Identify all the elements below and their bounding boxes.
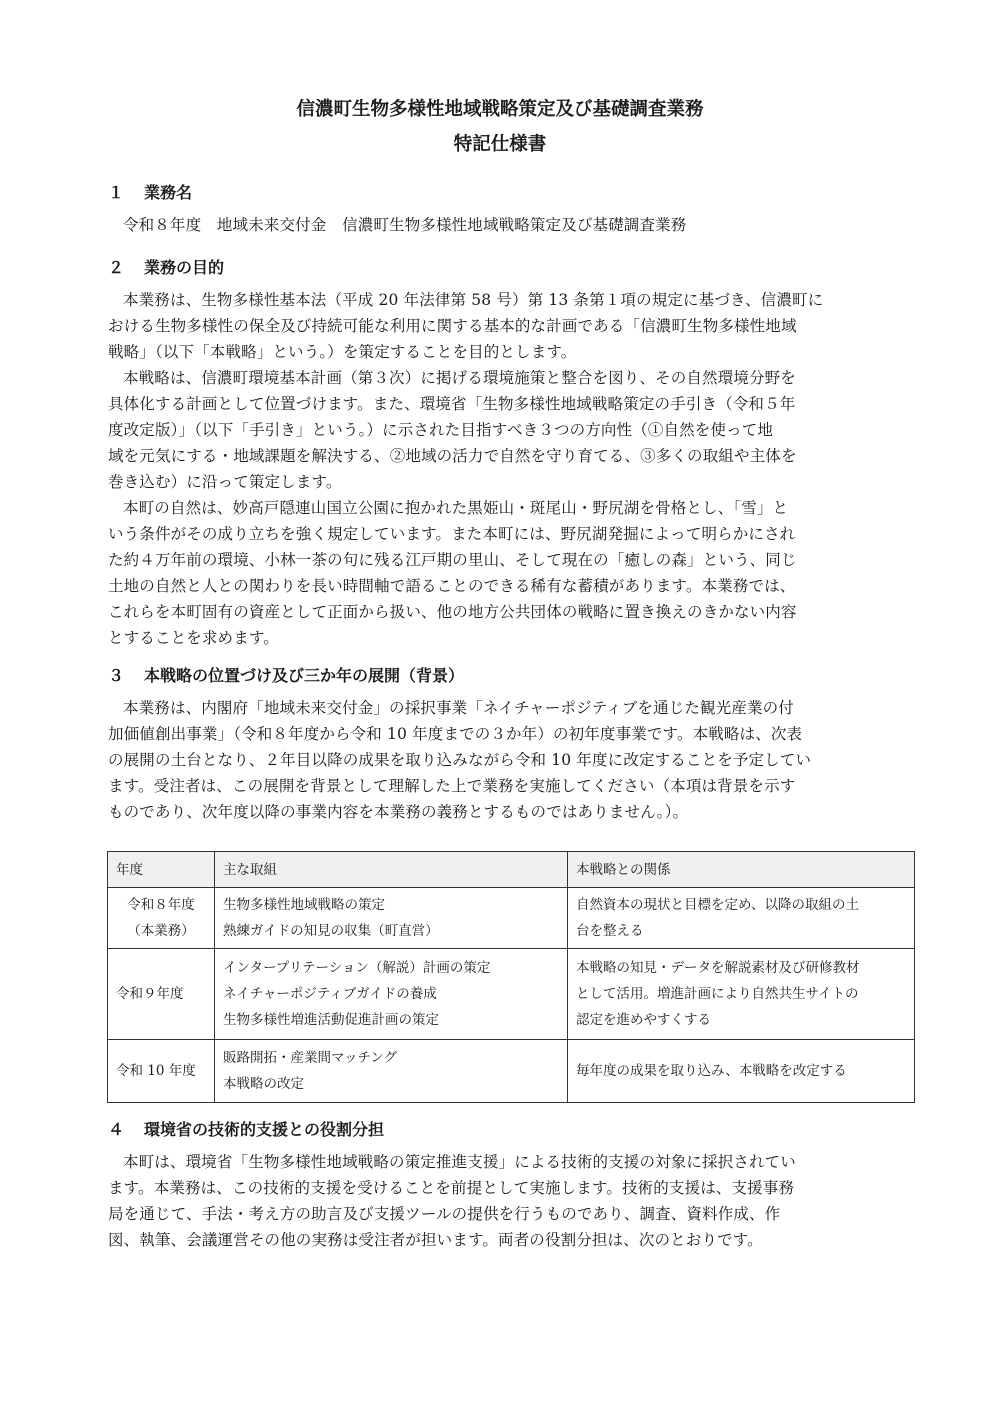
cell-text: 自然資本の現状と目標を定め、以降の取組の土	[576, 897, 859, 913]
document-subtitle: 特記仕様書	[453, 134, 547, 155]
section-title: 業務名	[144, 183, 193, 202]
cell-text: 本戦略の改定	[223, 1076, 304, 1092]
section-title: 本戦略の位置づけ及び三か年の展開（背景）	[144, 666, 465, 685]
paragraph-line: 巻き込む）に沿って策定します。	[108, 473, 342, 491]
paragraph-line: 令和８年度 地域未来交付金 信濃町生物多様性地域戦略策定及び基礎調査業務	[123, 216, 687, 234]
paragraph-line: ものであり、次年度以降の事業内容を本業務の義務とするものではありません。）。	[108, 803, 689, 821]
paragraph-line: 本戦略は、信濃町環境基本計画（第３次）に掲げる環境施策と整合を図り、その自然環境分野を	[123, 369, 796, 387]
cell-text: 認定を進めやすくする	[576, 1012, 711, 1028]
cell-text: インタープリテーション（解説）計画の策定	[223, 960, 491, 976]
paragraph-line: 具体化する計画として位置づけます。また、環境省「生物多様性地域戦略策定の手引き（令和５年	[108, 395, 796, 413]
column-header: 主な取組	[215, 852, 568, 888]
section-3-heading	[108, 663, 464, 686]
cell-text: として活用。増進計画により自然共生サイトの	[576, 986, 859, 1002]
cell-text: 令和 10 年度	[116, 1063, 196, 1079]
document-title: 信濃町生物多様性地域戦略策定及び基礎調査業務	[296, 99, 704, 120]
paragraph-line: た約４万年前の環境、小林一茶の句に残る江戸期の里山、そして現在の「癒しの森」という、同じ	[108, 551, 797, 569]
section-number: ４	[108, 1120, 125, 1139]
section-title: 業務の目的	[144, 258, 225, 277]
paragraph-line: おける生物多様性の保全及び持続可能な利用に関する基本的な計画である「信濃町生物多様性地域	[108, 317, 797, 335]
cell-text: （本業務）	[127, 923, 195, 939]
paragraph-line: 本町は、環境省「生物多様性地域戦略の策定推進支援」による技術的支援の対象に採択されてい	[123, 1153, 796, 1171]
cell-text: 台を整える	[576, 923, 644, 939]
column-header: 本戦略との関係	[568, 852, 915, 888]
cell-text: 令和９年度	[116, 986, 184, 1002]
cell-text: 熟練ガイドの知見の収集（町直営）	[223, 923, 439, 939]
paragraph-line: 局を通じて、手法・考え方の助言及び支援ツールの提供を行うものであり、調査、資料作成、作	[108, 1205, 781, 1223]
paragraph-line: ます。受注者は、この展開を背景として理解した上で業務を実施してください（本項は背景を示す	[108, 777, 796, 795]
paragraph-line: 戦略」（以下「本戦略」という。）を策定することを目的とします。	[108, 343, 577, 361]
section-title: 環境省の技術的支援との役割分担	[144, 1120, 385, 1139]
actions-cell	[215, 888, 568, 949]
paragraph-line: 本業務は、生物多様性基本法（平成 20 年法律第 58 号）第 13 条第１項の規定に基づき、信濃町に	[123, 291, 824, 309]
relation-cell	[568, 949, 915, 1040]
table-row	[108, 1040, 915, 1103]
paragraph-line: 土地の自然と人との関わりを長い時間軸で語ることのできる稀有な蓄積があります。本業務では、	[108, 577, 796, 595]
table-header-row	[108, 852, 915, 888]
paragraph-line: 度改定版）」（以下「手引き」という。）に示された目指すべき３つの方向性（①自然を使って地	[108, 421, 774, 439]
paragraph-line: ます。本業務は、この技術的支援を受けることを前提として実施します。技術的支援は、支援事務	[108, 1179, 795, 1197]
year-cell	[108, 949, 215, 1040]
section-4-heading	[108, 1117, 384, 1140]
cell-text: 生物多様性地域戦略の策定	[223, 897, 385, 913]
actions-cell	[215, 1040, 568, 1103]
cell-text: 本戦略の知見・データを解説素材及び研修教材	[576, 960, 860, 976]
rollout-table	[107, 851, 915, 1103]
paragraph-line: いう条件がその成り立ちを強く規定しています。また本町には、野尻湖発掘によって明らかにされ	[108, 525, 796, 543]
paragraph-line: 域を元気にする・地域課題を解決する、②地域の活力で自然を守り育てる、③多くの取組や主体を	[108, 447, 797, 465]
section-number: ２	[108, 258, 125, 277]
relation-cell	[568, 888, 915, 949]
cell-text: 毎年度の成果を取り込み、本戦略を改定する	[576, 1063, 847, 1079]
paragraph-line: 本業務は、内閣府「地域未来交付金」の採択事業「ネイチャーポジティブを通じた観光産業の付	[123, 699, 794, 717]
paragraph-line: とすることを求めます。	[108, 629, 279, 647]
paragraph-line: 本町の自然は、妙高戸隠連山国立公園に抱かれた黒姫山・斑尾山・野尻湖を骨格とし、「雪」と	[123, 499, 789, 517]
section-number: １	[108, 183, 125, 202]
cell-text: 販路開拓・産業間マッチング	[223, 1050, 398, 1066]
table-row	[108, 949, 915, 1040]
cell-text: ネイチャーポジティブガイドの養成	[223, 986, 437, 1002]
section-2-heading	[108, 255, 224, 278]
year-cell	[108, 888, 215, 949]
paragraph-line: の展開の土台となり、２年目以降の成果を取り込みながら令和 10 年度に改定することを予定してい	[108, 751, 812, 769]
section-1-heading	[108, 180, 192, 203]
paragraph-line: 加価値創出事業」（令和８年度から令和 10 年度までの３か年）の初年度事業です。本戦略は、次表	[108, 725, 803, 743]
table-row	[108, 888, 915, 949]
paragraph-line: 図、執筆、会議運営その他の実務は受注者が担います。両者の役割分担は、次のとおりです。	[108, 1231, 763, 1249]
cell-text: 令和８年度	[127, 897, 195, 913]
actions-cell	[215, 949, 568, 1040]
paragraph-line: これらを本町固有の資産として正面から扱い、他の地方公共団体の戦略に置き換えのきかない内容	[108, 603, 797, 621]
year-cell	[108, 1040, 215, 1103]
section-number: ３	[108, 666, 125, 685]
column-header: 年度	[108, 852, 215, 888]
cell-text: 生物多様性増進活動促進計画の策定	[223, 1012, 439, 1028]
relation-cell	[568, 1040, 915, 1103]
